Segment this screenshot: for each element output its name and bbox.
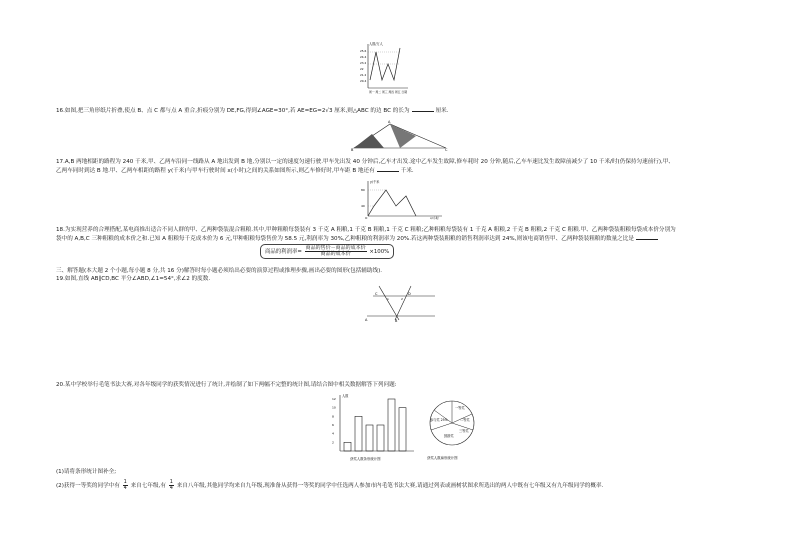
top-chart-ytick: 25.6: [360, 49, 367, 53]
sub1-text: (1)请将条形统计图补全;: [56, 469, 117, 475]
svg-text:y/千米: y/千米: [370, 180, 380, 184]
section-3-title: 三、解答题(本大题 2 个小题,每小题 8 分,共 16 分)解答时每小题必须给出必要的演算过程或推理步骤,画出必要的图形(包括辅助线).: [56, 268, 383, 274]
pie-chart-caption: 获奖人数扇形统计图: [427, 456, 458, 460]
svg-text:1: 1: [387, 297, 389, 301]
answer-blank[interactable]: [636, 234, 658, 240]
bar-chart-caption: 获奖人数条形统计图: [350, 457, 381, 461]
pie-label: 三等奖: [459, 429, 469, 433]
bar-ytick: 6: [332, 423, 334, 427]
q19-text: 19.如图,直线 AB∥CD,BC 平分∠ABD,∠1=54°,求∠2 的度数.: [56, 276, 211, 282]
svg-text:A: A: [365, 318, 368, 322]
svg-text:C: C: [375, 292, 378, 296]
svg-text:80: 80: [361, 188, 365, 192]
sub2-mid2: 来自八年级,其他同学均来自九年级,现准备从获得一等奖的同学中任选两人参加市内毛笔书法大赛,请通过列表或画树状图求所选出的两人中既有七年级又有九年级同学的概率.: [176, 483, 604, 489]
question-17: [56, 158, 674, 176]
formula-fraction: [305, 246, 367, 257]
svg-text:x/小时: x/小时: [430, 216, 439, 220]
svg-text:2: 2: [401, 297, 403, 301]
q17-unit: 千米.: [400, 168, 414, 175]
formula-suffix: ×100%: [369, 249, 390, 255]
top-chart-ytick: 20.4: [360, 79, 367, 83]
q17-graph: [360, 178, 445, 220]
bar-ytick: 8: [332, 414, 334, 419]
sub2-mid1: 来自七年级,有: [130, 483, 166, 489]
fraction-numerator: 1: [169, 479, 173, 485]
svg-text:C: C: [445, 148, 448, 152]
pie-label: 参与奖 25%: [430, 418, 448, 422]
question-20: [56, 381, 397, 389]
q19-parallel-lines-figure: [365, 282, 440, 322]
top-chart-ytick: 22: [360, 67, 364, 71]
question-16: [56, 106, 449, 115]
top-chart-ytick: 24.4: [360, 55, 367, 59]
q17-line1: 17.A,B 两地相距的路程为 240 千米,甲、乙两车沿同一线路从 A 地出发到 B 地,分别以一定的速度匀速行驶.甲车先出发 40 分钟后,乙车才出发.途中乙车发生故障,修车耗时 20 分钟,随后,乙车车速比发生故障前减少了 10 千米/时(仍保持匀速前行),甲、: [56, 159, 675, 165]
formula-prefix: 商品的利润率=: [265, 249, 302, 255]
pie-label: 二等奖: [460, 418, 470, 422]
fraction-denominator: 4: [169, 485, 173, 491]
pie-label: 一等奖: [455, 406, 465, 410]
bar-ytick: 2: [332, 440, 334, 445]
bar-ytick: 4: [332, 431, 334, 436]
answer-blank[interactable]: [412, 106, 434, 112]
svg-text:O: O: [365, 216, 368, 220]
bar-chart-ylabel: 人数: [342, 394, 349, 398]
bar: [399, 408, 406, 451]
top-chart-ytick: 21.2: [360, 73, 367, 77]
svg-text:A: A: [388, 120, 391, 124]
top-chart-xtick: 周一 周二 周三 周四 周五 日期: [369, 90, 408, 94]
bar-ytick: 10: [332, 405, 336, 410]
q16-triangle-figure: [350, 120, 450, 152]
q17-line2: 乙两车同时到达 B 地.甲、乙两车相距的路程 y(千米)与甲车行驶时间 x(小时)之间的关系如图所示,则乙车修好时,甲车距 B 地还有: [56, 168, 375, 175]
pie-label: 鼓励奖: [444, 434, 454, 438]
svg-text:B: B: [395, 319, 398, 322]
top-line-chart: [360, 40, 410, 95]
question-19: [56, 275, 210, 283]
q16-text: 16.如图,把三角形纸片折叠,使点 B、点 C 都与点 A 重合,折痕分别为 DE,FG,得到∠AGE=30°,若 AE=EG=2√3 厘米,则△ABC 的边 BC 的长为: [56, 108, 410, 114]
q16-unit: 厘米.: [435, 108, 449, 114]
bar: [377, 425, 384, 451]
top-chart-ylabel: 人数/万人: [369, 42, 383, 46]
formula-denominator: 商品的成本价: [320, 251, 351, 257]
fraction-one-quarter: [123, 480, 128, 491]
profit-rate-formula: [260, 244, 394, 259]
fraction-denominator: 4: [123, 485, 127, 491]
bar-ytick: 12: [332, 397, 336, 401]
sub2-pre: (2)获得一等奖的同学中有: [56, 483, 120, 489]
bar: [388, 399, 395, 451]
svg-text:40: 40: [361, 204, 365, 208]
fraction-one-quarter: [169, 480, 174, 491]
q20-text: 20.某中学校举行毛笔书法大赛,对各年级同学的获奖情况进行了统计,并绘制了如下两幅不完整的统计图,请结合图中相关数据解答下列问题:: [56, 382, 397, 388]
formula-numerator: 商品的售价－商品的成本价: [305, 245, 366, 251]
svg-text:B: B: [351, 148, 354, 152]
svg-text:D: D: [408, 292, 411, 296]
answer-blank[interactable]: [377, 166, 399, 172]
fraction-numerator: 1: [123, 479, 127, 485]
question-18: [56, 226, 676, 244]
q18-line1: 18.为实现营养的合理搭配,某电商推出适合不同人群的甲、乙两种袋装混合粗粮.其中,甲种粗粮每袋装有 3 千克 A 粗粮,1 千克 B 粗粮,1 千克 C 粗粮;乙种粗粮每袋装有 1 千克 A 粗粮,2 千克 B 粗粮,2 千克 C 粗粮.甲、乙两种袋装粗粮每袋成本价分别为: [56, 227, 676, 233]
q20-sub2: [56, 480, 603, 491]
bar: [344, 442, 351, 451]
q20-bar-chart: [328, 391, 418, 463]
top-chart-ytick: 23.2: [360, 61, 367, 65]
q18-line2: 袋中的 A,B,C 三种粗粮的成本价之和.已知 A 粗粮每千克成本价为 6 元,甲种粗粮每袋售价为 58.5 元,利润率为 30%,乙种粗粮的利润率为 20%.若这两种袋装粗粮的销售利润率达到 24%,则该电商销售甲、乙两种袋装粗粮的数量之比是: [56, 236, 634, 243]
bar: [366, 425, 373, 451]
q20-sub1: [56, 468, 116, 476]
q20-pie-chart: [424, 395, 480, 463]
bar: [355, 416, 362, 451]
